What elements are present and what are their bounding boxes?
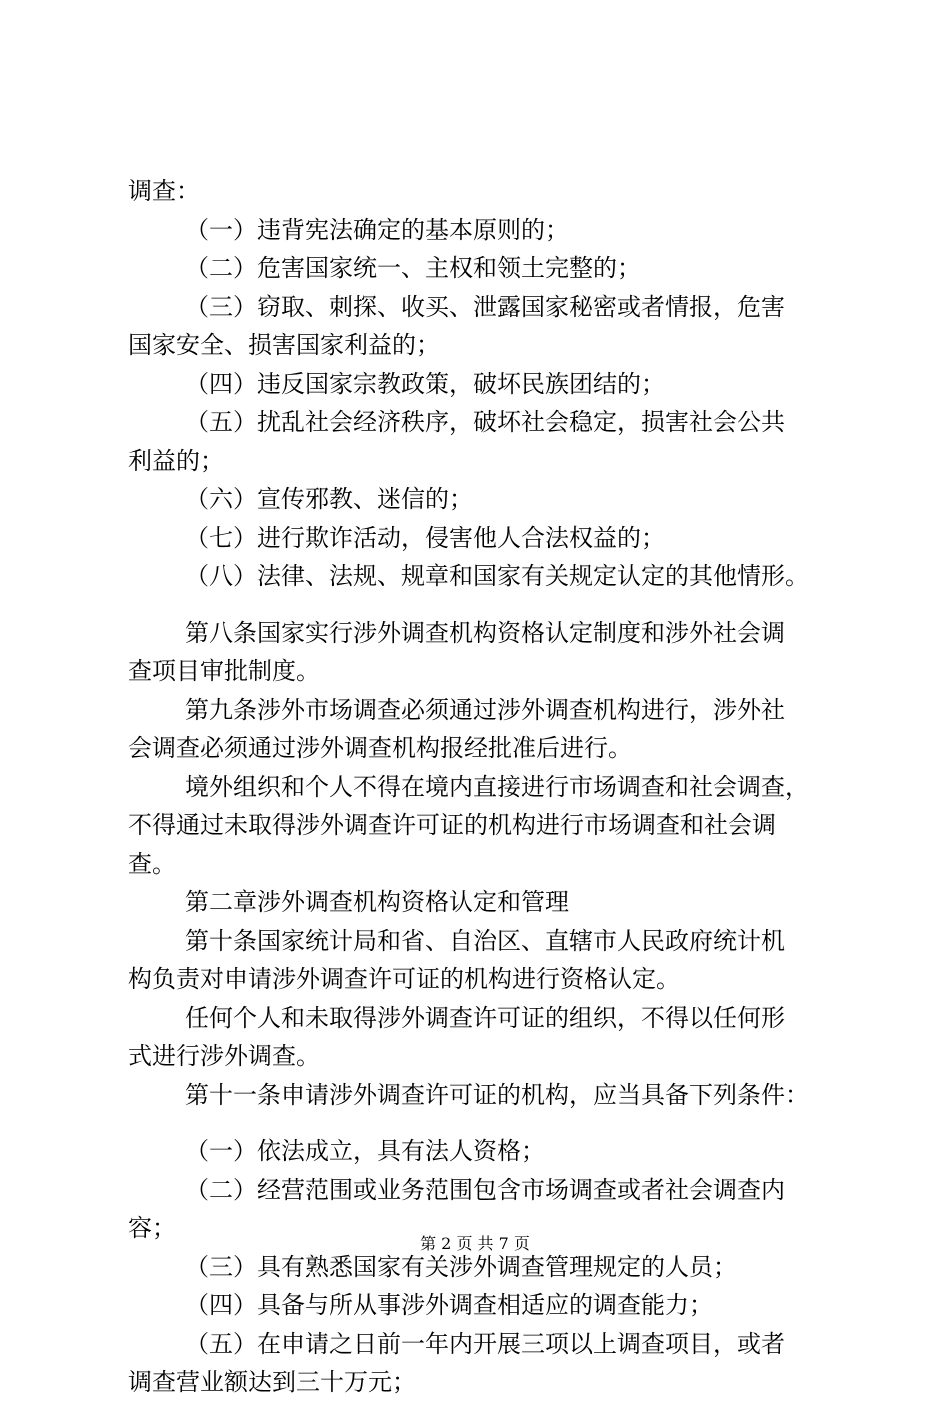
text-line: 查。 xyxy=(128,849,176,878)
list-item: （五）扰乱社会经济秩序，破坏社会稳定，损害社会公共 xyxy=(185,408,785,436)
list-item: （二）危害国家统一、主权和领土完整的； xyxy=(185,254,641,282)
text-line: 会调查必须通过涉外调查机构报经批准后进行。 xyxy=(128,734,632,762)
text-line: 式进行涉外调查。 xyxy=(128,1042,320,1070)
list-item: （三）具有熟悉国家有关涉外调查管理规定的人员； xyxy=(185,1252,737,1281)
list-item: （七）进行欺诈活动，侵害他人合法权益的； xyxy=(185,523,665,552)
text-line: 不得通过未取得涉外调查许可证的机构进行市场调查和社会调 xyxy=(128,811,776,839)
document-body xyxy=(128,172,838,1402)
paragraph-gap xyxy=(128,596,838,614)
article-10-line: 第十条国家统计局和省、自治区、直辖市人民政府统计机 xyxy=(185,926,785,955)
list-item: （一）违背宪法确定的基本原则的； xyxy=(185,215,569,244)
text-line: 利益的； xyxy=(128,446,224,475)
article-8-line: 第八条国家实行涉外调查机构资格认定制度和涉外社会调 xyxy=(185,618,785,647)
text-line: 容； xyxy=(128,1214,176,1242)
list-item: （一）依法成立，具有法人资格； xyxy=(185,1137,545,1165)
page-number: 第 2 页 共 7 页 xyxy=(420,1234,530,1253)
text-line: 查项目审批制度。 xyxy=(128,657,320,685)
text-line: 国家安全、损害国家利益的； xyxy=(128,331,440,359)
text-line: 构负责对申请涉外调查许可证的机构进行资格认定。 xyxy=(128,965,680,993)
list-item: （四）违反国家宗教政策，破坏民族团结的； xyxy=(185,369,665,398)
chapter-heading: 第二章涉外调查机构资格认定和管理 xyxy=(185,888,569,916)
list-item: （三）窃取、刺探、收买、泄露国家秘密或者情报，危害 xyxy=(185,292,785,321)
paragraph-line: 任何个人和未取得涉外调查许可证的组织，不得以任何形 xyxy=(185,1003,785,1032)
list-item: （四）具备与所从事涉外调查相适应的调查能力； xyxy=(185,1291,713,1319)
list-item: （八）法律、法规、规章和国家有关规定认定的其他情形。 xyxy=(185,562,809,590)
paragraph-gap xyxy=(128,1114,838,1132)
article-9-line: 第九条涉外市场调查必须通过涉外调查机构进行，涉外社 xyxy=(185,695,785,724)
list-item: （五）在申请之日前一年内开展三项以上调查项目，或者 xyxy=(185,1329,785,1358)
list-item: （六）宣传邪教、迷信的； xyxy=(185,485,473,513)
paragraph-line: 境外组织和个人不得在境内直接进行市场调查和社会调查， xyxy=(185,772,809,801)
text-line: 调查： xyxy=(128,177,200,205)
article-11-line: 第十一条申请涉外调查许可证的机构，应当具备下列条件： xyxy=(185,1080,809,1109)
list-item: （二）经营范围或业务范围包含市场调查或者社会调查内 xyxy=(185,1175,785,1204)
text-line: 调查营业额达到三十万元； xyxy=(128,1368,416,1396)
